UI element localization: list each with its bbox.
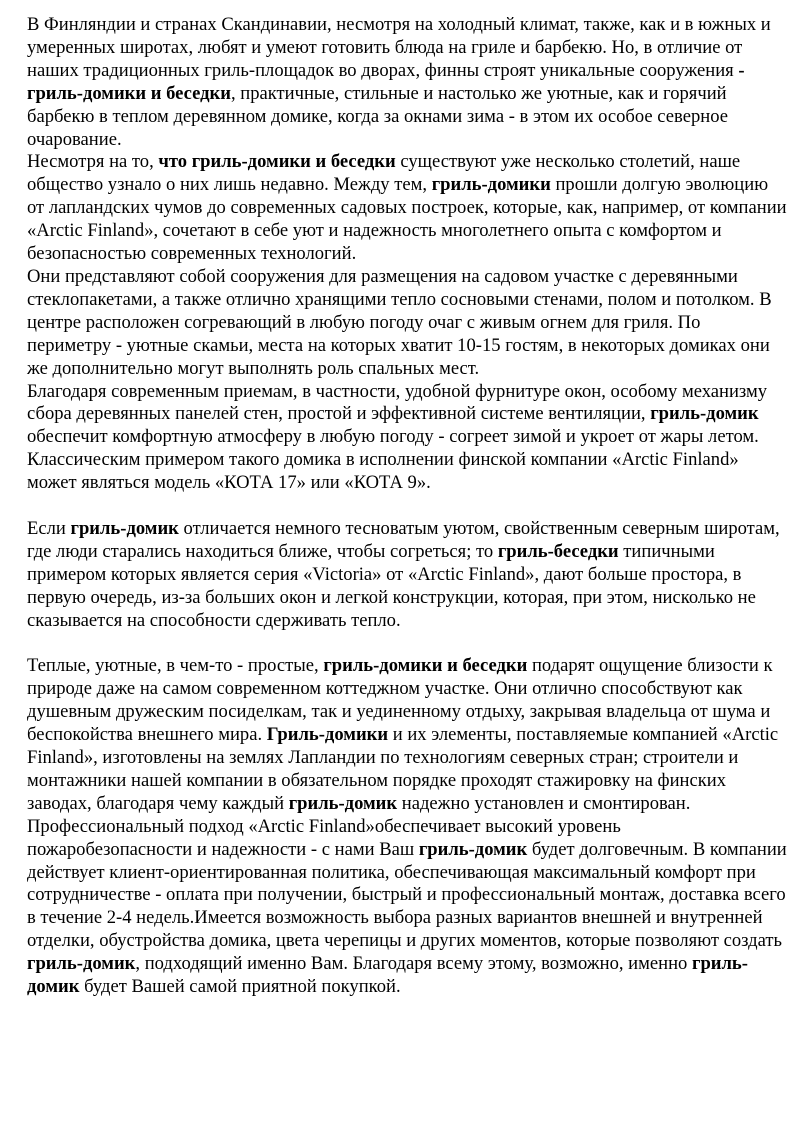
paragraph-1 xyxy=(27,14,787,151)
text-run: будет долговечным. В компании действует клиент-ориентированная политика, обеспечивающая максимальный комфорт при сотрудничестве - оплата при получении, быстрый и профессиональный монтаж, доставка всего в течение 2-4 недель.Имеется возможность выбора разных вариантов внешней и внутренней отделки, обустройства домика, цвета черепицы и других моментов, которые позволяют создать xyxy=(27,838,787,952)
text-run: В Финляндии и странах Скандинавии, несмотря на холодный климат, также, как и в южных и умеренных широтах, любят и умеют готовить блюда на гриле и барбекю. Но, в отличие от наших традиционных гриль-площадок во дворах, финны строят уникальные сооружения xyxy=(27,14,771,81)
bold-term: гриль-домик xyxy=(27,953,748,998)
bold-term: гриль-домики и беседки xyxy=(323,655,528,677)
blank-line xyxy=(27,495,787,518)
bold-term: гриль-домик xyxy=(70,517,179,539)
bold-term: гриль-домики xyxy=(431,174,551,196)
text-run: Теплые, уютные, в чем-то - простые, xyxy=(27,655,324,677)
text-run: подарят ощущение близости к природе даже на самом современном коттеджном участке. Они отлично способствуют как душевным дружеским посиделкам, так и уединенному отдыху, закрывая владельца от шума и беспокойства внешнего мира. xyxy=(27,655,773,746)
bold-term: гриль-домик xyxy=(650,403,759,425)
text-run: Несмотря на то, xyxy=(27,151,159,173)
text-run: обеспечит комфортную атмосферу в любую погоду - согреет зимой и укроет от жары летом. Классическим примером такого домика в исполнении финской компании «Arctic Finland» может являться модель «КОТА 17» или «КОТА 9». xyxy=(27,426,759,494)
text-run: Они представляют собой сооружения для размещения на садовом участке с деревянными стеклопакетами, а также отлично хранящими тепло сосновыми стенами, полом и потолком. В центре расположен согревающий в любую погоду очаг с живым огнем для гриля. По периметру - уютные скамьи, места на которых хватит 10-15 гостям, в некоторых домиках они же дополнительно могут выполнять роль спальных мест. xyxy=(27,265,772,379)
text-run: отличается немного тесноватым уютом, свойственным северным широтам, где люди старались находиться ближе, чтобы согреться; то xyxy=(27,517,780,562)
bold-term: Гриль-домики xyxy=(266,724,389,746)
paragraph-4 xyxy=(27,381,787,496)
text-run: и их элементы, поставляемые компанией «Arctic Finland», изготовлены на землях Лапландии по технологиям северных стран; строители и монтажники нашей компании в обязательном порядке проходят стажировку на финских заводах, благодаря чему каждый xyxy=(27,724,779,814)
text-run: , практичные, стильные и настолько же уютные, как и горячий барбекю в теплом деревянном домике, когда за окнами зима - в этом их особое северное очарование. xyxy=(27,82,728,150)
text-run: , подходящий именно Вам. Благодаря всему этому, возможно, именно xyxy=(135,953,692,975)
bold-term: - гриль-домики и беседки xyxy=(27,59,745,104)
text-run: Если xyxy=(27,517,71,539)
bold-term: гриль-домик xyxy=(27,953,136,975)
text-run: существуют уже несколько столетий, наше общество узнало о них лишь недавно. Между тем, xyxy=(27,151,741,196)
bold-term: гриль-домик xyxy=(418,838,528,860)
text-run: Благодаря современным приемам, в частности, удобной фурнитуре окон, особому механизму сбора деревянных панелей стен, простой и эффективной системе вентиляции, xyxy=(27,380,768,425)
paragraph-2 xyxy=(27,151,787,266)
text-run: прошли долгую эволюцию от лапландских чумов до современных садовых построек, которые, как, например, от компании «Arctic Finland», сочетают в себе уют и надежность многолетнего опыта с комфортом и безопасностью современных технологий. xyxy=(27,174,787,265)
document-body xyxy=(27,14,787,999)
bold-term: что гриль-домики и беседки xyxy=(158,151,396,173)
bold-term: гриль-беседки xyxy=(497,540,619,562)
text-run: типичными примером которых является серия «Victoria» от «Arctic Finland», дают больше простора, в первую очередь, из-за больших окон и легкой конструкции, которая, при этом, нисколько не сказывается на способности сдерживать тепло. xyxy=(27,540,756,631)
paragraph-3 xyxy=(27,266,787,381)
bold-term: гриль-домик xyxy=(288,792,398,814)
text-run: надежно установлен и смонтирован. Профессиональный подход «Arctic Finland»обеспечивает высокий уровень пожаробезопасности и надежности - с нами Ваш xyxy=(27,792,691,860)
paragraph-5 xyxy=(27,518,787,633)
text-run: будет Вашей самой приятной покупкой. xyxy=(79,976,401,998)
paragraph-6 xyxy=(27,655,787,999)
blank-line xyxy=(27,632,787,655)
